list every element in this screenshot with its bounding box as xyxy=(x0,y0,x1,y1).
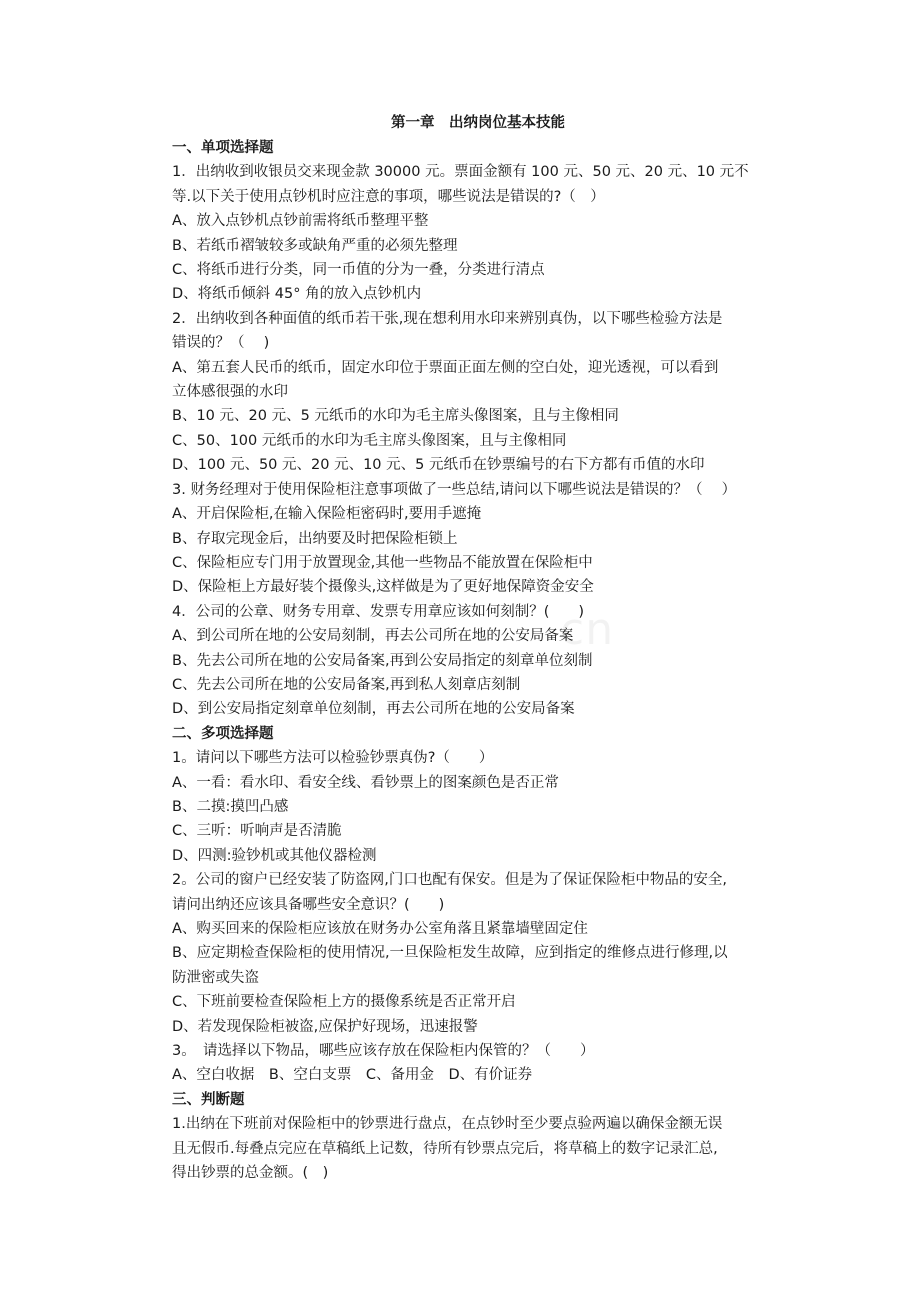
question-line: 防泄密或失盗 xyxy=(172,969,259,986)
question-line: 1。请问以下哪些方法可以检验钞票真伪?（ ） xyxy=(172,750,494,767)
chapter-title: 第一章 出纳岗位基本技能 xyxy=(391,115,565,131)
question-line: C、50、100 元纸币的水印为毛主席头像图案，且与主像相同 xyxy=(172,432,567,449)
question-line: 且无假币.每叠点完应在草稿纸上记数，待所有钞票点完后，将草稿上的数字记录汇总, xyxy=(172,1140,718,1157)
question-line: B、存取完现金后，出纳要及时把保险柜锁上 xyxy=(172,530,458,547)
question-line: B、10 元、20 元、5 元纸币的水印为毛主席头像图案，且与主像相同 xyxy=(172,408,619,425)
question-line: C、将纸币进行分类，同一币值的分为一叠，分类进行清点 xyxy=(172,262,545,279)
question-line: 2．出纳收到各种面值的纸币若干张,现在想利用水印来辨别真伪，以下哪些检验方法是 xyxy=(172,310,723,327)
question-line: 1．出纳收到收银员交来现金款 30000 元。票面金额有 100 元、50 元、20 元、10 元不 xyxy=(172,164,749,181)
section-heading: 三、判断题 xyxy=(172,1091,245,1108)
question-line: B、先去公司所在地的公安局备案,再到公安局指定的刻章单位刻制 xyxy=(172,652,593,669)
question-line: 1.出纳在下班前对保险柜中的钞票进行盘点，在点钞时至少要点验两遍以确保金额无误 xyxy=(172,1116,723,1133)
question-line: D、保险柜上方最好装个摄像头,这样做是为了更好地保障资金安全 xyxy=(172,579,594,596)
question-line: C、下班前要检查保险柜上方的摄像系统是否正常开启 xyxy=(172,994,516,1011)
section-heading: 一、单项选择题 xyxy=(172,140,274,156)
question-line: 2。公司的窗户已经安装了防盗网,门口也配有保安。但是为了保证保险柜中物品的安全, xyxy=(172,872,727,889)
watermark: cn xyxy=(560,604,615,655)
question-line: C、先去公司所在地的公安局备案,再到私人刻章店刻制 xyxy=(172,676,521,693)
question-line: 立体感很强的水印 xyxy=(172,384,288,401)
question-line: 4．公司的公章、财务专用章、发票专用章应该如何刻制？( ) xyxy=(172,603,585,620)
question-line: A、购买回来的保险柜应该放在财务办公室角落且紧靠墙壁固定住 xyxy=(172,921,588,937)
question-line: 错误的？（ ) xyxy=(172,335,270,352)
question-line: D、若发现保险柜被盗,应保护好现场，迅速报警 xyxy=(172,1018,478,1035)
question-line: A、到公司所在地的公安局刻制，再去公司所在地的公安局备案 xyxy=(172,628,574,645)
question-line: 得出钞票的总金额。( ) xyxy=(172,1165,329,1182)
question-line: D、四测:验钞机或其他仪器检测 xyxy=(172,847,377,864)
question-line: A、开启保险柜,在输入保险柜密码时,要用手遮掩 xyxy=(172,506,482,523)
question-line: D、到公安局指定刻章单位刻制，再去公司所在地的公安局备案 xyxy=(172,701,575,718)
question-line: A、空白收据 B、空白支票 C、备用金 D、有价证券 xyxy=(172,1067,533,1084)
question-line: 等.以下关于使用点钞机时应注意的事项，哪些说法是错误的?（ ） xyxy=(172,188,605,205)
question-line: D、100 元、50 元、20 元、10 元、5 元纸币在钞票编号的右下方都有币值的水印 xyxy=(172,457,705,474)
question-line: B、应定期检查保险柜的使用情况,一旦保险柜发生故障，应到指定的维修点进行修理,以 xyxy=(172,945,728,962)
document-page xyxy=(172,112,784,1185)
question-line: 3。 请选择以下物品，哪些应该存放在保险柜内保管的？（ ） xyxy=(172,1043,595,1060)
question-line: A、第五套人民币的纸币，固定水印位于票面正面左侧的空白处，迎光透视，可以看到 xyxy=(172,359,719,376)
question-line: C、三听：听响声是否清脆 xyxy=(172,823,342,840)
question-line: C、保险柜应专门用于放置现金,其他一些物品不能放置在保险柜中 xyxy=(172,554,593,571)
question-line: 3. 财务经理对于使用保险柜注意事项做了一些总结,请问以下哪些说法是错误的？（ ） xyxy=(172,481,737,498)
question-line: A、一看：看水印、看安全线、看钞票上的图案颜色是否正常 xyxy=(172,774,559,791)
question-line: D、将纸币倾斜 45° 角的放入点钞机内 xyxy=(172,286,422,303)
question-line: B、若纸币褶皱较多或缺角严重的必须先整理 xyxy=(172,237,458,254)
document-body xyxy=(172,136,784,1185)
question-line: A、放入点钞机点钞前需将纸币整理平整 xyxy=(172,213,429,230)
question-line: 请问出纳还应该具备哪些安全意识？( ) xyxy=(172,896,445,913)
question-line: B、二摸:摸凹凸感 xyxy=(172,798,289,815)
section-heading: 二、多项选择题 xyxy=(172,725,274,742)
